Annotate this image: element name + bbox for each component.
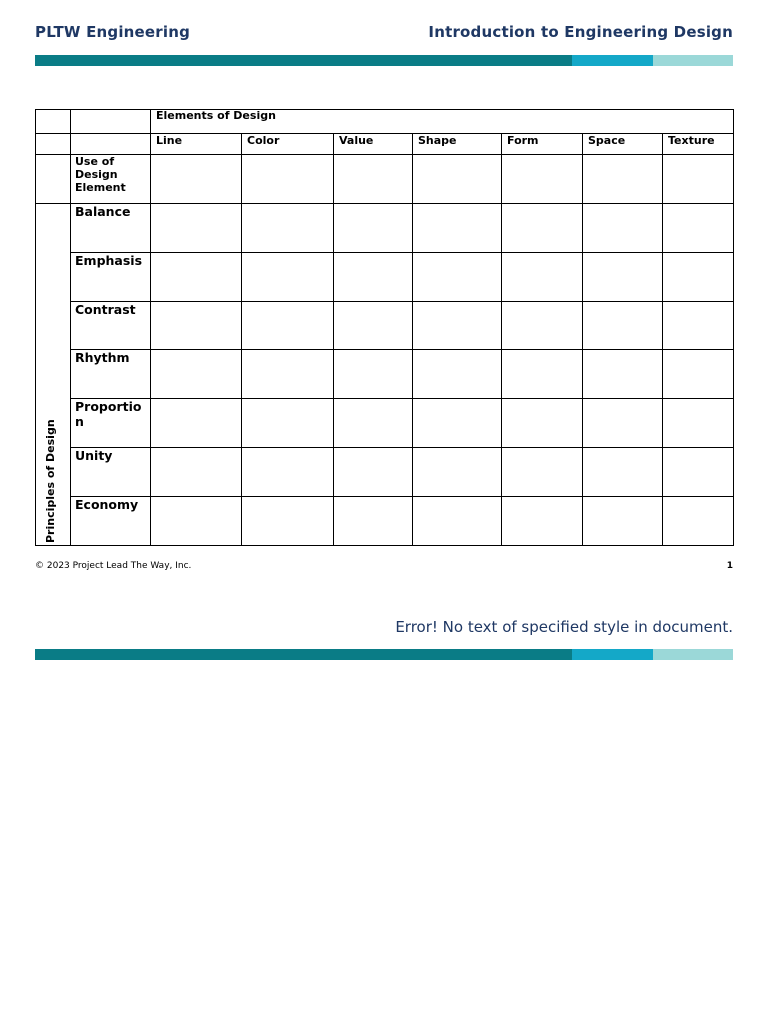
- table-border-right: [733, 109, 734, 545]
- footer-copyright: © 2023 Project Lead The Way, Inc.: [35, 561, 192, 571]
- column-header-color: Color: [247, 134, 280, 147]
- column-header-form: Form: [507, 134, 539, 147]
- principles-of-design-label: Principles of Design: [44, 418, 57, 543]
- table-col-line: [70, 109, 71, 545]
- table-border-left: [35, 109, 36, 545]
- principle-label-contrast: Contrast: [75, 302, 136, 317]
- principle-label-emphasis: Emphasis: [75, 253, 143, 268]
- table-row-line: [70, 301, 733, 302]
- table-row-line: [70, 496, 733, 497]
- use-of-design-element-label: Use of Design Element: [75, 155, 126, 194]
- footer-page-number: 1: [726, 561, 733, 571]
- header-program-title: PLTW Engineering: [35, 23, 191, 41]
- table-row-line: [70, 252, 733, 253]
- table-row-line: [70, 398, 733, 399]
- column-header-space: Space: [588, 134, 626, 147]
- table-col-line: [241, 133, 242, 545]
- header-course-title: Introduction to Engineering Design: [428, 23, 733, 41]
- table-col-line: [582, 133, 583, 545]
- table-border-top: [35, 109, 733, 110]
- principle-label-unity: Unity: [75, 448, 113, 463]
- error-message: Error! No text of specified style in document.: [395, 618, 733, 636]
- elements-of-design-header: Elements of Design: [156, 109, 276, 122]
- table-col-line: [662, 133, 663, 545]
- header-color-bar: [35, 55, 733, 66]
- principle-label-proportion: Proportion: [75, 399, 142, 429]
- principle-label-rhythm: Rhythm: [75, 350, 130, 365]
- table-col-line: [150, 109, 151, 545]
- column-header-line: Line: [156, 134, 183, 147]
- table-border-bottom: [35, 545, 734, 546]
- table-col-line: [501, 133, 502, 545]
- table-row-line: [70, 447, 733, 448]
- principle-label-economy: Economy: [75, 497, 139, 512]
- table-row-line: [70, 349, 733, 350]
- column-header-shape: Shape: [418, 134, 457, 147]
- table-col-line: [333, 133, 334, 545]
- column-header-texture: Texture: [668, 134, 715, 147]
- footer-color-bar: [35, 649, 733, 660]
- principle-label-balance: Balance: [75, 204, 131, 219]
- table-col-line: [412, 133, 413, 545]
- column-header-value: Value: [339, 134, 374, 147]
- table-row-line: [35, 133, 733, 134]
